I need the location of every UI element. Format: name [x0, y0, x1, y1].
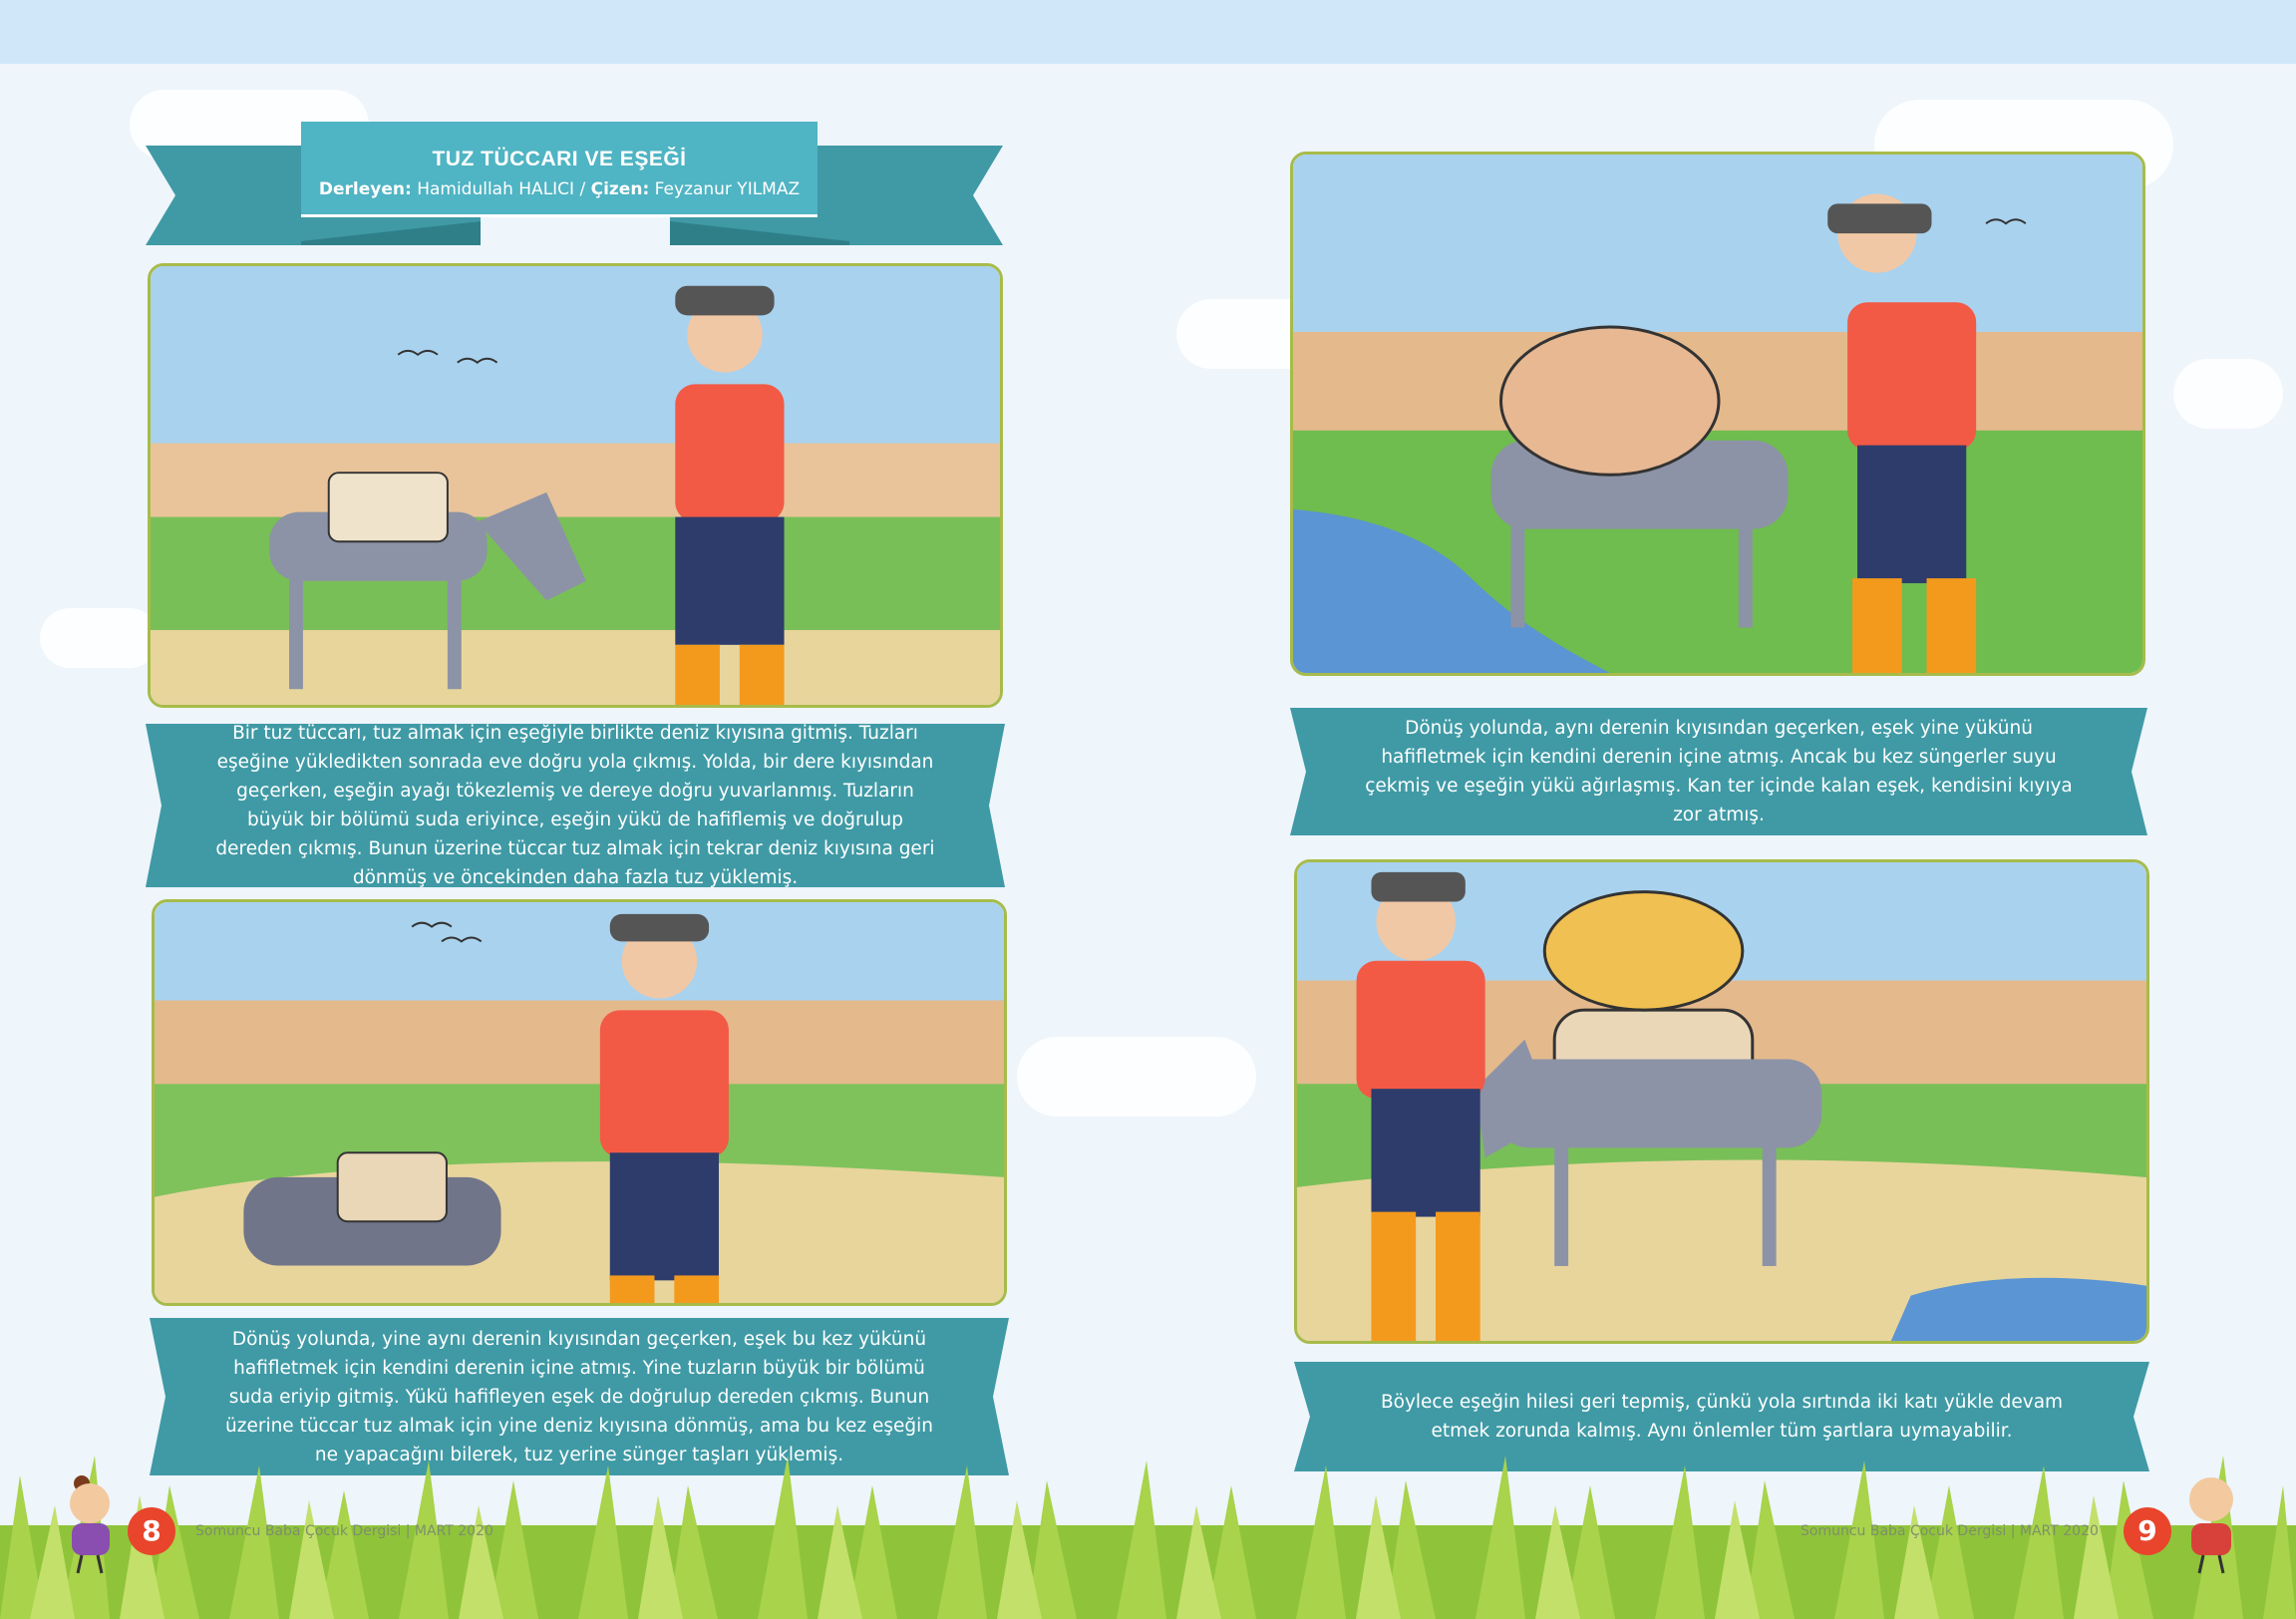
illustrator-name: Feyzanur YILMAZ — [654, 179, 801, 199]
story-paragraph-1: Bir tuz tüccarı, tuz almak için eşeğiyle birlikte deniz kıyısına gitmiş. Tuzları eşeğine yükledikten sonrada eve doğru yola çıkmış. Yolda, bir dere kıyısından geçerken, eşeğin ayağı tökezlemiş ve dereye doğru yuvarlanmış. Tuzların büyük bir bölümü suda eriyince, eşeğin yükü de hafiflemiş ve doğrulup dereden çıkmış. Bunun üzerine tüccar tuz almak için tekrar deniz kıyısına geri dönmüş ve öncekinden daha fazla tuz yüklemiş. — [215, 723, 935, 888]
boy-character-icon — [2173, 1473, 2251, 1577]
story-text-box-2 — [150, 1318, 1009, 1475]
top-bar — [0, 0, 2296, 64]
story-credits — [301, 179, 818, 199]
cloud — [2173, 359, 2283, 429]
cloud — [1017, 1037, 1256, 1117]
illustration-panel-3 — [1290, 152, 2145, 676]
story-text-box-1 — [146, 724, 1005, 887]
story-paragraph-3: Dönüş yolunda, aynı derenin kıyısından geçerken, eşek yine yükünü hafifletmek için kendini derenin içine atmış. Ancak bu kez süngerler suyu çekmiş ve eşeğin yükü ağırlaşmış. Kan ter içinde kalan eşek, kendisini kıyıya zor atmış. — [1365, 718, 2073, 825]
compiler-label: Derleyen: — [318, 179, 412, 199]
left-page-number: 8 — [128, 1507, 175, 1555]
story-text-box-3 — [1290, 708, 2147, 835]
credit-separator: / — [579, 179, 586, 199]
illustration-donkey-with-sponges — [1293, 155, 2142, 673]
banner-box — [301, 122, 818, 217]
right-page-number: 9 — [2124, 1507, 2171, 1555]
story-paragraph-4: Böylece eşeğin hilesi geri tepmiş, çünkü yola sırtında iki katı yükle devam etmek zorunda kalmış. Aynı önlemler tüm şartlara uymayabilir. — [1380, 1392, 2064, 1442]
illustrator-label: Çizen: — [590, 179, 650, 199]
illustration-panel-1 — [148, 263, 1003, 708]
compiler-name: Hamidullah HALICI — [417, 179, 575, 199]
illustration-heavy-load — [1297, 862, 2146, 1341]
illustration-donkey-in-stream — [155, 902, 1004, 1303]
cloud — [40, 608, 160, 668]
right-footer-text: Somuncu Baba Çocuk Dergisi | MART 2020 — [1801, 1523, 2099, 1539]
illustration-panel-4 — [1294, 859, 2149, 1344]
left-footer-text: Somuncu Baba Çocuk Dergisi | MART 2020 — [195, 1523, 493, 1539]
illustration-merchant-loading-donkey — [151, 266, 1000, 705]
girl-character-icon — [52, 1473, 130, 1577]
story-title: TUZ TÜCCARI VE EŞEĞİ — [432, 148, 687, 170]
story-paragraph-2: Dönüş yolunda, yine aynı derenin kıyısından geçerken, eşek bu kez yükünü hafifletmek için kendini derenin içine atmış. Yine tuzların büyük bir bölümü suda eriyip gitmiş. Yükü hafifleyen eşek de doğrulup dereden çıkmış. Bunun üzerine tüccar tuz almak için yine deniz kıyısına dönmüş, ama bu kez eşeğin ne yapacağını bilerek, tuz yerine sünger taşları yüklemiş. — [225, 1328, 933, 1465]
illustration-panel-2 — [152, 899, 1007, 1306]
